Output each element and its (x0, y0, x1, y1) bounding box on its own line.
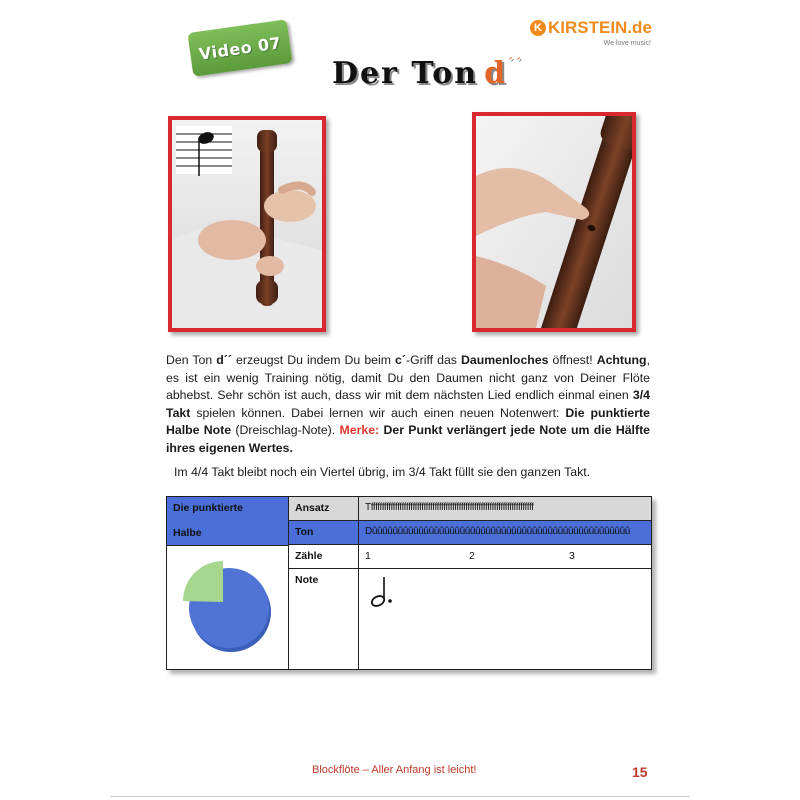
ton-value: Dûûûûûûûûûûûûûûûûûûûûûûûûûûûûûûûûûûûûûûûûûûûûûûûûûû (365, 526, 630, 537)
para-daumenloch: Daumenloches (461, 353, 549, 367)
ton-label: Ton (295, 526, 314, 538)
lesson-paragraph (166, 352, 650, 458)
count-1: 1 (365, 550, 371, 562)
para-text-7: (Dreischlag-Note). (231, 423, 340, 438)
ton-value-cell (359, 521, 651, 545)
note-table (166, 496, 652, 670)
para-achtung: Achtung (596, 353, 647, 367)
para-text-3: -Griff das (405, 353, 461, 367)
dotted-half-pie-icon (167, 546, 288, 670)
row-label-note (289, 569, 358, 669)
video-badge-label: Video 07 (197, 32, 283, 64)
para-text-2: erzeugst Du indem Du beim (231, 353, 396, 367)
row-label-ansatz (289, 497, 358, 521)
ansatz-label: Ansatz (295, 502, 330, 514)
recorder-full-illustration (172, 120, 322, 328)
count-cell (359, 545, 651, 569)
recorder-full-photo (168, 116, 326, 332)
dotted-half-note-icon (363, 575, 423, 635)
kirstein-logo-icon: K (530, 20, 546, 36)
para-tone-d: d´´ (216, 353, 232, 367)
pie-cell (167, 545, 288, 669)
bottom-rule (110, 796, 690, 797)
ansatz-value-cell (359, 497, 651, 521)
table-title-1: Die punktierte (173, 502, 244, 514)
para-halbe-note: Die punktierte Halbe Note (166, 405, 650, 438)
recorder-thumb-closeup-photo (472, 112, 636, 332)
video-badge[interactable] (187, 19, 292, 76)
note-value-cell (359, 569, 651, 669)
row-label-zahle (289, 545, 358, 569)
title-text: Der Ton (332, 56, 479, 91)
para-tone-c: c´ (395, 353, 406, 367)
table-title-cell (167, 497, 288, 545)
ansatz-value: Tffffffffffffffffffffffffffffffffffffffffffffffffffffffffffffffffffffffffff (365, 502, 534, 513)
logo-name: KIRSTEIN.de (548, 18, 652, 37)
row-label-ton (289, 521, 358, 545)
title-note: d (484, 56, 508, 91)
logo-slogan: We love music! (603, 40, 651, 47)
staff-icon (176, 126, 232, 176)
note-label: Note (295, 574, 319, 586)
para-punkt-rule: Der Punkt verlängert jede Note um die Hälfte ihres eigenen Wertes. (166, 423, 651, 455)
zahle-label: Zähle (295, 550, 323, 562)
para-takt: 3/4 Takt (166, 388, 650, 420)
count-2: 2 (469, 550, 475, 562)
count-3: 3 (569, 550, 575, 562)
para-text-1: Den Ton (166, 353, 217, 367)
footer-text: Blockflöte – Aller Anfang ist leicht! (312, 764, 477, 776)
para-text-6: spielen können. Dabei lernen wir auch einen neuen Notenwert: (190, 405, 566, 420)
table-title-2: Halbe (173, 527, 202, 539)
kirstein-logo[interactable] (530, 18, 655, 50)
page-number: 15 (632, 764, 648, 780)
title-ticks: ´´ (507, 56, 524, 70)
thumb-closeup-illustration (476, 116, 632, 328)
para-merke: Merke: (339, 423, 380, 438)
para-text-4: öffnest! (548, 353, 597, 367)
para-text-5: , es ist ein wenig Training nötig, damit Du den Daumen nicht ganz von Deiner Flöte abhebst. Sehr schön ist auch, dass wir mit dem nächsten Lied endlich einmal einen (166, 353, 650, 403)
page-title (332, 56, 523, 91)
takt-sentence: Im 4/4 Takt bleibt noch ein Viertel übrig, im 3/4 Takt füllt sie den ganzen Takt. (174, 465, 591, 479)
